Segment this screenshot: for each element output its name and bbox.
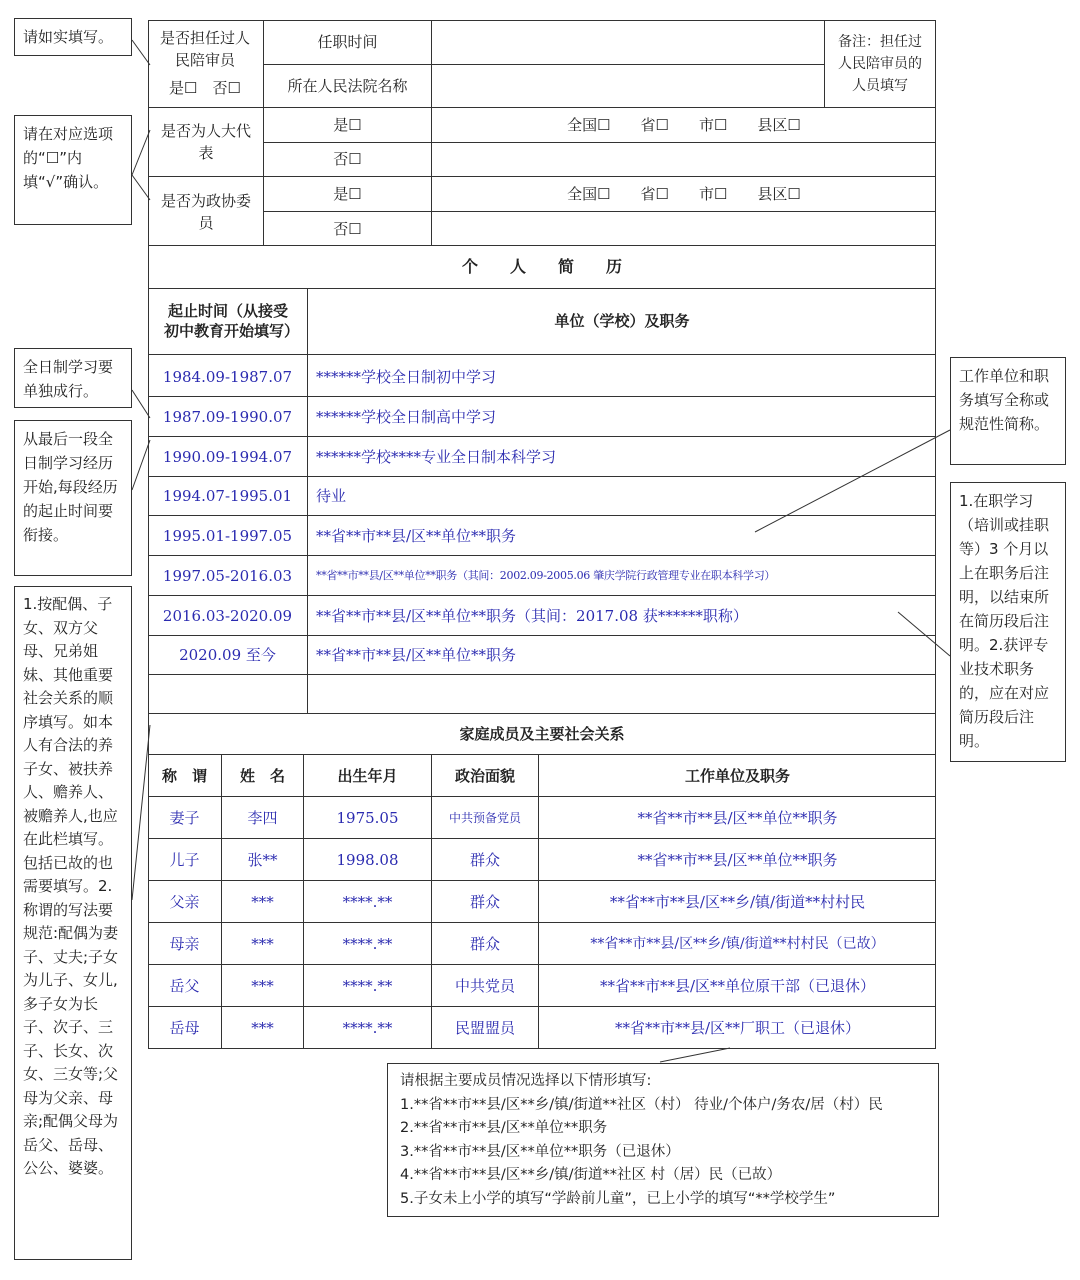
- term-label: 任职时间: [317, 33, 378, 51]
- note-checkbox: 请在对应选项的“☐”内填“√”确认。: [14, 115, 132, 225]
- family-cell-political: 群众: [469, 892, 500, 911]
- divider: [824, 20, 825, 107]
- note-option: 1.**省**市**县/区**乡/镇/街道**社区（村） 待业/个体户/务农/居（村）民: [400, 1096, 883, 1113]
- family-cell-political: 民盟盟员: [454, 1019, 515, 1037]
- note-relations: 1.按配偶、子女、双方父母、兄弟姐妹、其他重要社会关系的顺序填写。如本人有合法的养子女、被扶养人、赡养人、被赡养人,也应在此栏填写。包括已故的也需要填写。2. 称谓的写法要规范:配偶为妻子、丈夫;子女为儿子、女儿,多子女为长子、次子、三子、长女、次女、三女等;父母为父亲、母亲;配偶父母为岳父、岳母、公公、婆婆。: [14, 586, 132, 1260]
- family-cell-work: **省**市**县/区**厂职工（已退休）: [614, 1019, 861, 1037]
- resume-row-time[interactable]: [148, 675, 307, 714]
- note-options: [387, 1063, 939, 1217]
- resume-row-unit: ******学校全日制高中学习: [316, 407, 497, 426]
- family-title: 家庭成员及主要社会关系: [459, 725, 625, 743]
- resume-row-unit: ******学校全日制初中学习: [316, 367, 497, 386]
- family-cell-name: 李四: [247, 808, 278, 827]
- family-cell-work: **省**市**县/区**乡/镇/街道**村村民（已故）: [590, 935, 885, 952]
- served-juror-choice[interactable]: 是☐ 否☐: [169, 79, 241, 97]
- family-cell-relation: 妻子: [169, 808, 200, 827]
- court-value[interactable]: [432, 64, 824, 107]
- family-cell-birth: ****.**: [342, 892, 393, 911]
- resume-row-unit: **省**市**县/区**单位**职务（其间：2017.08 获******职称）: [316, 606, 748, 625]
- family-cell-birth: ****.**: [342, 976, 393, 995]
- npc-yes[interactable]: 是☐: [333, 116, 362, 134]
- note-truthful: 请如实填写。: [14, 18, 132, 56]
- family-cell-name: ***: [251, 976, 274, 995]
- family-cell-political: 中共预备党员: [448, 810, 521, 825]
- cppcc-levels[interactable]: 全国☐ 省☐ 市☐ 县区☐: [567, 185, 801, 203]
- family-cell-political: 中共党员: [454, 976, 515, 995]
- family-cell-political: 群众: [469, 934, 500, 953]
- resume-row-time: 2016.03-2020.09: [162, 606, 293, 625]
- note-inservice: 1.在职学习（培训或挂职等）3 个月以上在职务后注明，以结束所在简历段后注明。2.获评专业技术职务的，应在对应简历段后注明。: [950, 482, 1066, 762]
- leader-line: [660, 1048, 730, 1062]
- npc-no[interactable]: 否☐: [333, 150, 362, 168]
- court-label: 所在人民法院名称: [287, 76, 408, 95]
- resume-row-unit: **省**市**县/区**单位**职务（其间：2002.09-2005.06 肇庆学院行政管理专业在职本科学习）: [316, 568, 776, 582]
- cppcc-no[interactable]: 否☐: [333, 219, 362, 238]
- family-header-work: 工作单位及职务: [684, 766, 790, 785]
- family-header-relation: 称 谓: [161, 766, 207, 785]
- resume-row-time: 1995.01-1997.05: [162, 526, 293, 545]
- family-cell-name: ***: [251, 892, 274, 911]
- family-cell-name: 张**: [247, 850, 278, 869]
- family-cell-political: 群众: [469, 850, 500, 869]
- family-cell-birth: ****.**: [342, 1019, 393, 1037]
- juror-remark: 备注：担任过人民陪审员的人员填写: [838, 34, 922, 94]
- family-cell-relation: 岳父: [169, 976, 200, 995]
- npc-levels[interactable]: 全国☐ 省☐ 市☐ 县区☐: [567, 116, 801, 134]
- family-cell-work: **省**市**县/区**乡/镇/街道**村村民: [609, 892, 866, 911]
- resume-row-time: 2020.09 至今: [179, 646, 276, 664]
- term-value[interactable]: [432, 20, 824, 64]
- family-cell-name: ***: [251, 1019, 274, 1037]
- resume-row-unit: 待业: [316, 487, 347, 505]
- npc-label: 是否为人大代表: [160, 122, 251, 162]
- note-option: 5.子女未上小学的填写“学龄前儿童”，已上小学的填写“**学校学生”: [400, 1190, 836, 1207]
- family-header-political: 政治面貌: [454, 766, 515, 785]
- cppcc-yes[interactable]: 是☐: [333, 185, 362, 203]
- family-cell-relation: 父亲: [169, 892, 200, 911]
- divider: [148, 354, 936, 355]
- family-cell-name: ***: [251, 934, 274, 953]
- resume-title: 个 人 简 历: [461, 257, 622, 276]
- family-cell-work: **省**市**县/区**单位原干部（已退休）: [599, 976, 876, 995]
- resume-row-unit: ******学校****专业全日制本科学习: [316, 447, 557, 466]
- family-cell-work: **省**市**县/区**单位**职务: [637, 808, 838, 827]
- family-cell-relation: 母亲: [169, 934, 200, 953]
- resume-row-unit: **省**市**县/区**单位**职务: [316, 526, 517, 545]
- note-option: 2.**省**市**县/区**单位**职务: [400, 1120, 608, 1136]
- family-cell-relation: 儿子: [169, 850, 200, 869]
- family-cell-birth: 1975.05: [336, 808, 399, 827]
- resume-row-time: 1997.05-2016.03: [162, 566, 293, 585]
- family-header-birth: 出生年月: [337, 766, 398, 785]
- note-options-title: 请根据主要成员情况选择以下情形填写:: [400, 1073, 652, 1089]
- resume-row-unit: **省**市**县/区**单位**职务: [316, 646, 517, 664]
- served-juror-label: 是否担任过人民陪审员: [159, 29, 250, 69]
- resume-row-time: 1984.09-1987.07: [162, 367, 293, 386]
- note-option: 4.**省**市**县/区**乡/镇/街道**社区 村（居）民（已故）: [400, 1167, 782, 1183]
- resume-row-time: 1990.09-1994.07: [162, 447, 293, 466]
- note-continuity: 从最后一段全日制学习经历开始,每段经历的起止时间要衔接。: [14, 420, 132, 576]
- note-option: 3.**省**市**县/区**单位**职务（已退休）: [400, 1143, 680, 1160]
- resume-unit-header: 单位（学校）及职务: [554, 312, 690, 330]
- family-cell-relation: 岳母: [169, 1019, 200, 1037]
- cppcc-label: 是否为政协委员: [160, 191, 251, 232]
- resume-row-unit[interactable]: [308, 675, 936, 714]
- resume-row-time: 1987.09-1990.07: [162, 407, 293, 426]
- note-unit-fullname: 工作单位和职务填写全称或规范性简称。: [950, 357, 1066, 465]
- family-header-name: 姓 名: [239, 766, 285, 785]
- resume-row-time: 1994.07-1995.01: [162, 487, 293, 505]
- family-cell-work: **省**市**县/区**单位**职务: [637, 850, 838, 869]
- note-fulltime-separate: 全日制学习要单独成行。: [14, 348, 132, 408]
- family-cell-birth: ****.**: [342, 934, 393, 953]
- resume-time-header: 起止时间（从接受初中教育开始填写）: [164, 302, 300, 340]
- family-cell-birth: 1998.08: [336, 850, 399, 869]
